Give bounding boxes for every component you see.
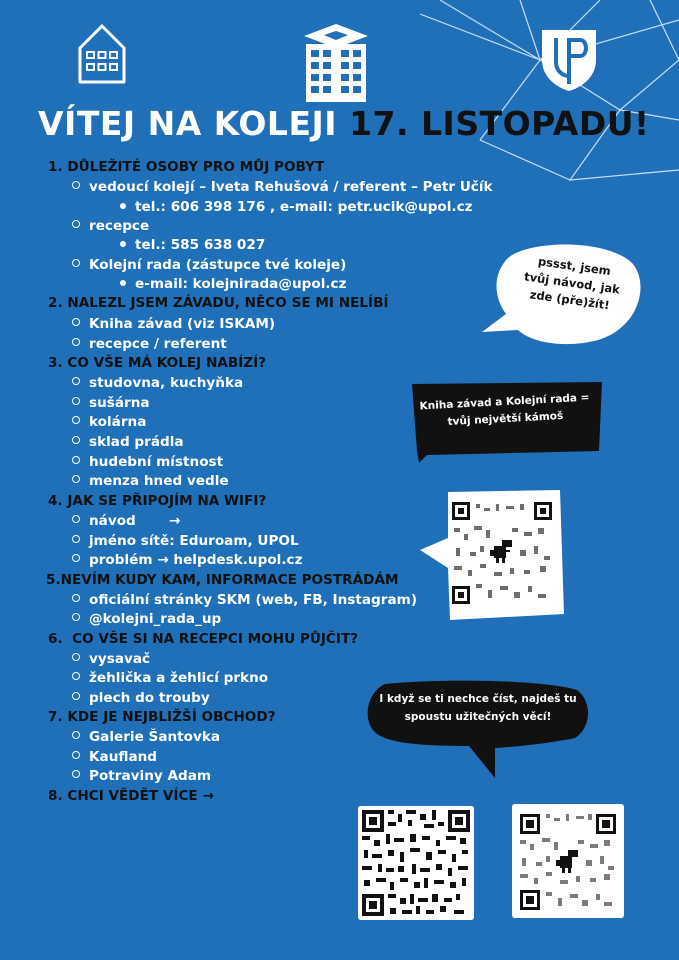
list-item: tel.: 606 398 176 , e-mail: petr.ucik@upol.cz	[120, 198, 473, 217]
building-icon	[302, 22, 370, 104]
list-item: e-mail: kolejnirada@upol.cz	[120, 275, 347, 294]
list-item: vysavač	[72, 650, 150, 669]
section-5-heading: 5.NEVÍM KUDY KAM, INFORMACE POSTRÁDÁM	[46, 572, 399, 588]
list-item: sklad prádla	[72, 433, 184, 452]
title-part-2: 17. LISTOPADU!	[349, 104, 650, 143]
list-item: Kolejní rada (zástupce tvé koleje)	[72, 256, 346, 275]
list-item: vedoucí kolejí – Iveta Rehušová / referent – Petr Učík	[72, 178, 493, 197]
page-title	[38, 104, 650, 143]
qr-code-navod[interactable]	[450, 500, 554, 606]
section-1-heading: 1. DŮLEŽITÉ OSOBY PRO MŮJ POBYT	[48, 159, 325, 175]
house-icon	[78, 24, 126, 84]
list-item: hudební místnost	[72, 453, 223, 472]
list-item: recepce / referent	[72, 335, 227, 354]
list-item: Kaufland	[72, 748, 157, 767]
list-item: oficiální stránky SKM (web, FB, Instagram)	[72, 591, 417, 610]
list-item: Galerie Šantovka	[72, 728, 220, 747]
section-7-heading: 7. KDE JE NEJBLIŽŠÍ OBCHOD?	[48, 709, 276, 725]
list-item: sušárna	[72, 394, 150, 413]
section-2-heading: 2. NALEZL JSEM ZÁVADU, NĚCO SE MI NELÍBÍ	[48, 295, 389, 311]
list-item: plech do trouby	[72, 689, 210, 708]
list-item: problém → helpdesk.upol.cz	[72, 551, 302, 570]
list-item: kolárna	[72, 413, 146, 432]
kniha-text: Kniha závad a Kolejní rada = tvůj největší kámoš	[419, 391, 590, 429]
list-item: Potraviny Adam	[72, 767, 211, 786]
list-item: jméno sítě: Eduroam, UPOL	[72, 532, 299, 551]
list-item: menza hned vedle	[72, 472, 229, 491]
section-6-heading: 6. CO VŠE SI NA RECEPCI MOHU PŮJČIT?	[48, 631, 359, 647]
section-4-heading: 4. JAK SE PŘIPOJÍM NA WIFI?	[48, 493, 267, 509]
qr-code-bottom-right[interactable]	[512, 804, 624, 918]
list-item: Kniha závad (viz ISKAM)	[72, 315, 275, 334]
title-part-1: VÍTEJ NA KOLEJI	[38, 104, 338, 143]
list-item: studovna, kuchyňka	[72, 374, 243, 393]
list-item: tel.: 585 638 027	[120, 236, 265, 255]
section-8-heading[interactable]: 8. CHCI VĚDĚT VÍCE →	[48, 788, 214, 804]
list-item: @kolejni_rada_up	[72, 610, 221, 629]
upol-logo-icon	[540, 28, 598, 92]
qr-code-bottom-left[interactable]	[358, 806, 474, 920]
list-item: návod →	[72, 512, 180, 531]
cist-text: I když se ti nechce číst, najdeš tu spoustu užitečných věcí!	[379, 693, 577, 723]
list-item: žehlička a žehlicí prkno	[72, 669, 268, 688]
list-item: recepce	[72, 217, 149, 236]
section-3-heading: 3. CO VŠE MÁ KOLEJ NABÍZÍ?	[48, 355, 267, 371]
pssst-text: pssst, jsem tvůj návod, jak zde (pře)žít!	[523, 254, 621, 313]
